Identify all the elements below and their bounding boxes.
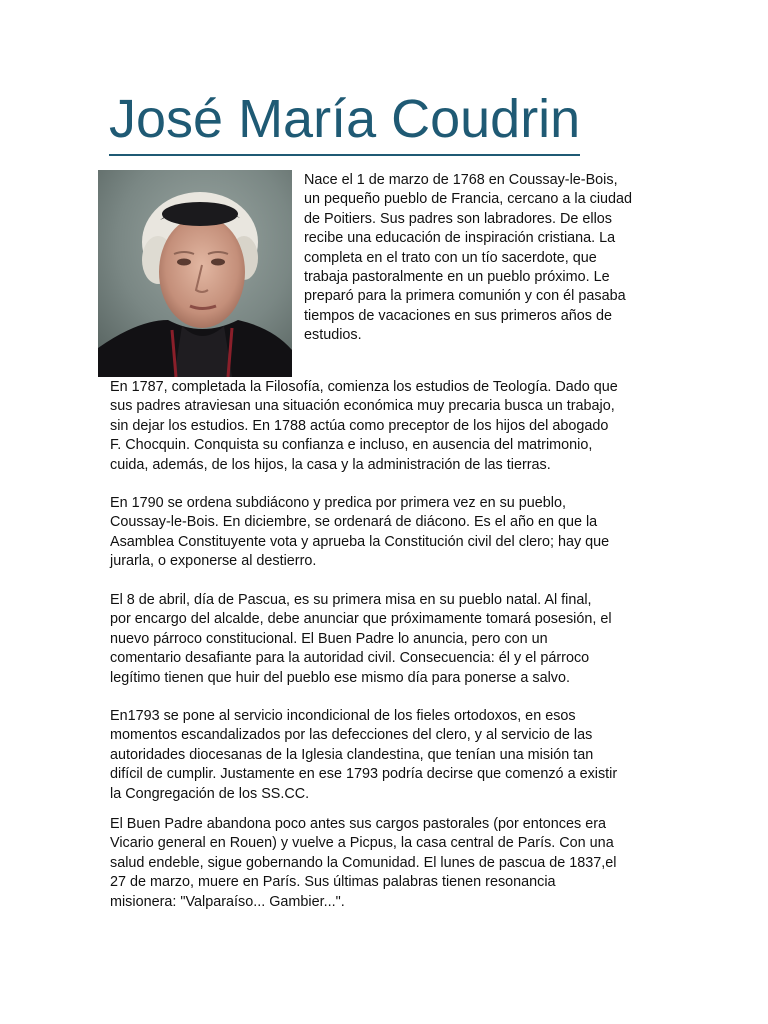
body-paragraph-1: En 1787, completada la Filosofía, comienza los estudios de Teología. Dado que sus padres atraviesan una situación económica muy precaria busca un trabajo, sin dejar los estudios. En 1788 actúa como preceptor de los hijos del abogado F. Chocquin. Conquista su confianza e incluso, en ausencia del matrimonio, cuida, además, de los hijos, la casa y la administración de las tierras. bbox=[110, 379, 618, 473]
intro-paragraph: Nace el 1 de marzo de 1768 en Coussay-le-Bois, un pequeño pueblo de Francia, cercano a la ciudad de Poitiers. Sus padres son labradores. De ellos recibe una educación de inspiración cristiana. La completa en el trato con un tío sacerdote, que trabaja pastoralmente en un pueblo próximo. Le preparó para la primera comunión y con él pasaba tiempos de vacaciones en sus primeros años de estudios. bbox=[304, 172, 633, 344]
body-paragraph-2: En 1790 se ordena subdiácono y predica por primera vez en su pueblo, Coussay-le-Bois. En diciembre, se ordenará de diácono. Es el año en que la Asamblea Constituyente vota y aprueba la Constitución civil del clero; hay que jurarla, o exponerse al destierro. bbox=[110, 495, 610, 570]
body-paragraph-4: En1793 se pone al servicio incondicional de los fieles ortodoxos, en esos momentos escandalizados por las defecciones del clero, y al servicio de las autoridades diocesanas de la Iglesia clandestina, que tenían una misión tan difícil de cumplir. Justamente en ese 1793 podría decirse que comenzó a existir la Congregación de los SS.CC. bbox=[110, 708, 618, 802]
body-paragraph-3: El 8 de abril, día de Pascua, es su primera misa en su pueblo natal. Al final, por encargo del alcalde, debe anunciar que próximamente tomará posesión, el nuevo párroco constitucional. El Buen Padre lo anuncia, pero con un comentario desafiante para la autoridad civil. Consecuencia: él y el párroco legítimo tienen que huir del pueblo ese mismo día para ponerse a salvo. bbox=[110, 592, 612, 686]
portrait-image bbox=[98, 170, 292, 377]
body-paragraph-5: El Buen Padre abandona poco antes sus cargos pastorales (por entonces era Vicario general en Rouen) y vuelve a Picpus, la casa central de París. Con una salud endeble, sigue gobernando la Comunidad. El lunes de pascua de 1837,el 27 de marzo, muere en París. Sus últimas palabras tienen resonancia misionera: "Valparaíso... Gambier...". bbox=[110, 816, 617, 910]
page-title: José María Coudrin bbox=[109, 84, 580, 156]
